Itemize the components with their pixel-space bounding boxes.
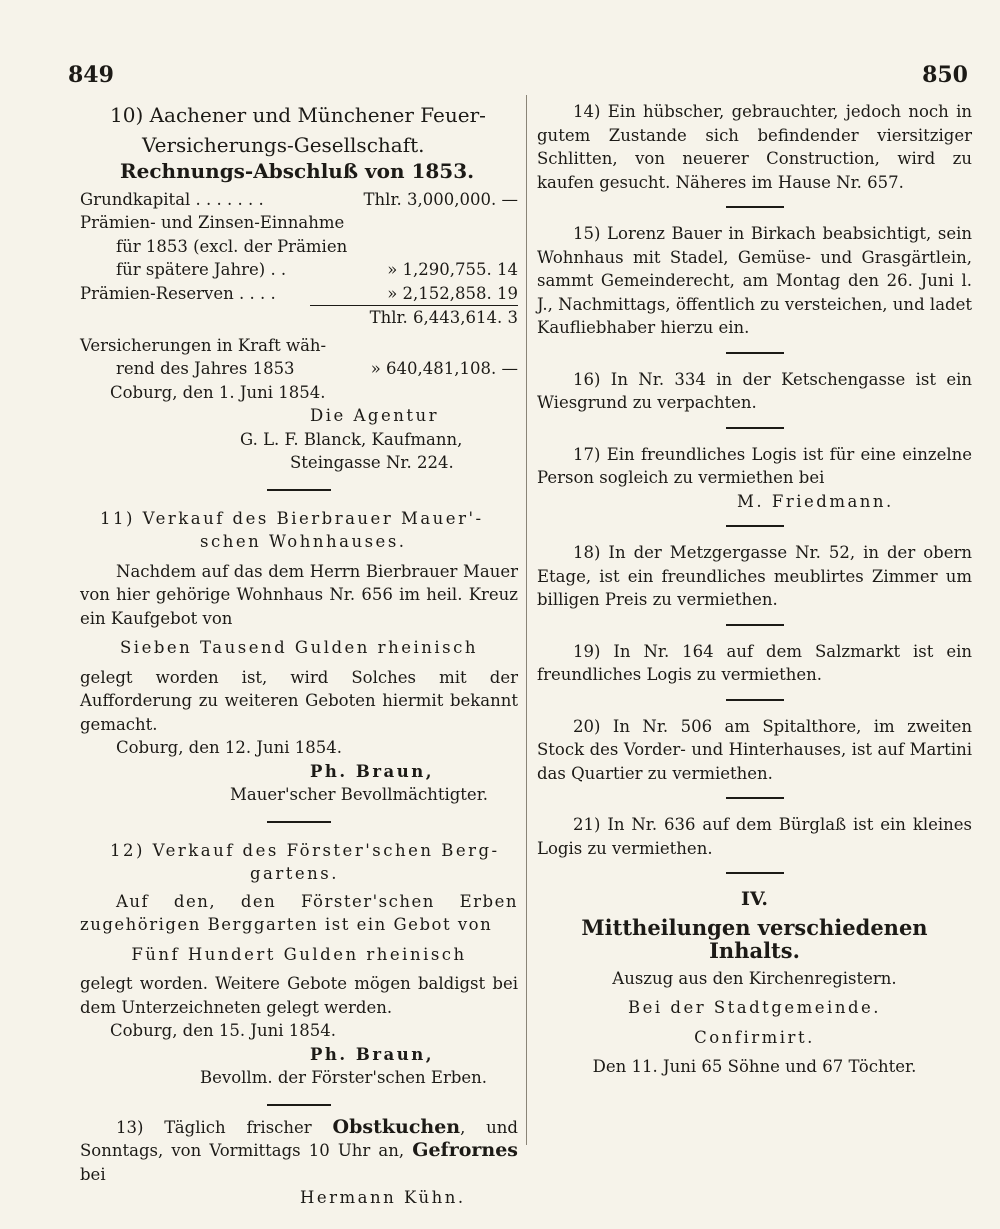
subheading-town-parish: Bei der Stadtgemeinde. — [627, 998, 882, 1017]
notice-13-bold-gefrornes: Gefrornes — [412, 1139, 518, 1161]
notice-11-body2: gelegt worden ist, wird Solches mit der Aufforderung zu weiteren Geboten hiermit bekannt gemacht. — [80, 667, 518, 734]
insurance-line1: Versicherungen in Kraft wäh- — [80, 335, 327, 355]
signature-name: Hermann Kühn. — [300, 1188, 466, 1207]
place-date: Coburg, den 15. Juni 1854. — [110, 1021, 336, 1040]
section-rule — [726, 352, 784, 354]
notice-17-signature: M. Friedmann. — [737, 491, 894, 511]
section-number: IV. — [741, 888, 768, 910]
notice-13-body — [80, 1116, 518, 1187]
left-column — [80, 100, 518, 1210]
subheading-church-registers: Auszug aus den Kirchenregistern. — [612, 968, 897, 988]
notice-19: 19) In Nr. 164 auf dem Salzmarkt ist ein freundliches Logis zu vermiethen. — [537, 641, 972, 684]
page-number-right: 850 — [922, 62, 968, 88]
notice-12 — [80, 839, 518, 1090]
notice-10-subtitle: Rechnungs-Abschluß von 1853. — [120, 159, 475, 183]
notice-11-body: Nachdem auf das dem Herrn Bierbrauer Mauer von hier gehörige Wohnhaus Nr. 656 im heil. Kreuz ein Kaufgebot von — [80, 561, 518, 628]
confirmation-entry: Den 11. Juni 65 Söhne und 67 Töchter. — [592, 1057, 917, 1076]
section-rule — [726, 699, 784, 701]
notice-21: 21) In Nr. 636 auf dem Bürglaß ist ein kleines Logis zu vermiethen. — [537, 815, 972, 858]
notice-18: 18) In der Metzgergasse Nr. 52, in der obern Etage, ist ein freundliches meublirtes Zimmer um billigen Preis zu vermiethen. — [537, 543, 972, 609]
section-title: Mittheilungen verschiedenen Inhalts. — [581, 914, 928, 963]
section-rule — [726, 427, 784, 429]
notice-13 — [80, 1116, 518, 1210]
notice-10 — [80, 100, 518, 475]
notice-12-amount: Fünf Hundert Gulden rheinisch — [131, 944, 467, 964]
notice-11-amount: Sieben Tausend Gulden rheinisch — [120, 638, 478, 657]
place-date: Coburg, den 1. Juni 1854. — [110, 382, 326, 402]
notice-17: 17) Ein freundliches Logis ist für eine einzelne Person sogleich zu vermiethen bei — [537, 444, 972, 487]
ledger-amount: » 640,481,108. — — [370, 359, 518, 378]
notice-15: 15) Lorenz Bauer in Birkach beabsichtigt, sein Wohnhaus mit Stadel, Gemüse- und Grasgärtlein, sammt Gemeinderecht, am Montag den 26. Juni l. J., Nachmittags, öffentlich zu versteichen, und ladet Kaufliebhaber hierzu ein. — [537, 224, 972, 337]
ledger-total — [80, 306, 518, 330]
place-date: Coburg, den 12. Juni 1854. — [116, 738, 342, 757]
column-divider — [526, 95, 527, 1145]
ledger-label-line: für 1853 (excl. der Prämien — [116, 236, 348, 256]
ledger-amount: » 2,152,858. 19 — [387, 283, 518, 303]
notice-20: 20) In Nr. 506 am Spitalthore, im zweiten Stock des Vorder- und Hinterhauses, ist auf Martini das Quartier zu vermiethen. — [537, 716, 972, 783]
section-rule — [267, 821, 331, 823]
signature-name: G. L. F. Blanck, Kaufmann, — [240, 429, 463, 449]
signature-address: Steingasse Nr. 224. — [290, 453, 454, 472]
ledger-amount: » 1,290,755. 14 — [387, 260, 518, 279]
section-rule — [726, 624, 784, 626]
ledger-total-amount: Thlr. 6,443,614. 3 — [369, 308, 518, 327]
ledger-row-grundkapital — [80, 188, 518, 212]
notice-13-text-c: bei — [80, 1164, 106, 1184]
notice-11-title-line2: schen Wohnhauses. — [200, 532, 407, 551]
notice-11 — [80, 507, 518, 807]
notice-10-title-line2: Versicherungs-Gesellschaft. — [142, 133, 425, 157]
section-rule — [267, 1104, 331, 1106]
ledger-label: rend des Jahres 1853 — [116, 359, 295, 378]
notice-12-title-line1: 12) Verkauf des Förster'schen Berg- — [110, 840, 500, 860]
notice-12-body: Auf den, den Förster'schen Erben zugehörigen Berggarten ist ein Gebot von — [80, 891, 518, 934]
subheading-confirmed: Confirmirt. — [694, 1027, 815, 1047]
ledger-label: Prämien-Reserven . . . . — [80, 283, 276, 303]
ledger-label: für spätere Jahre) . . — [116, 260, 287, 279]
signature-agency: Die Agentur — [310, 406, 440, 425]
ledger-label: Grundkapital . . . . . . . — [80, 189, 264, 209]
section-rule — [267, 489, 331, 491]
ledger-label-line: Prämien- und Zinsen-Einnahme — [80, 213, 345, 232]
notice-11-title-line1: 11) Verkauf des Bierbrauer Mauer'- — [100, 508, 484, 528]
notice-13-text-b: , und Sonntags, von Vormittags 10 Uhr an, — [80, 1117, 518, 1160]
ledger-row-reserven — [80, 282, 518, 306]
notice-14: 14) Ein hübscher, gebrauchter, jedoch noch in gutem Zustande sich befindender viersitziger Schlitten, von neuerer Construction, wird zu kaufen gesucht. Näheres im Hause Nr. 657. — [537, 102, 972, 192]
page-number-left: 849 — [68, 62, 114, 88]
notice-12-title-line2: gartens. — [250, 864, 340, 883]
signature-role: Mauer'scher Bevollmächtigter. — [230, 785, 489, 804]
section-rule — [726, 206, 784, 208]
ledger-amount: Thlr. 3,000,000. — — [363, 189, 518, 209]
signature-name: Ph. Braun, — [310, 761, 434, 781]
notice-12-body2: gelegt worden. Weitere Gebote mögen baldigst bei dem Unterzeichneten gelegt werden. — [80, 974, 518, 1017]
right-column — [537, 100, 972, 1079]
notice-16: 16) In Nr. 334 in der Ketschengasse ist ein Wiesgrund zu verpachten. — [537, 369, 972, 412]
insurance-row — [80, 357, 518, 381]
ledger-row-praemien — [80, 258, 518, 282]
signature-role: Bevollm. der Förster'schen Erben. — [200, 1068, 488, 1087]
notice-13-text-a: 13) Täglich frischer — [116, 1117, 333, 1137]
section-rule — [726, 797, 784, 799]
signature-name: Ph. Braun, — [310, 1044, 434, 1064]
notice-13-bold-obstkuchen: Obstkuchen — [332, 1115, 461, 1138]
notice-10-title-line1: 10) Aachener und Münchener Feuer- — [110, 103, 486, 127]
section-rule — [726, 872, 784, 874]
section-rule — [726, 525, 784, 527]
